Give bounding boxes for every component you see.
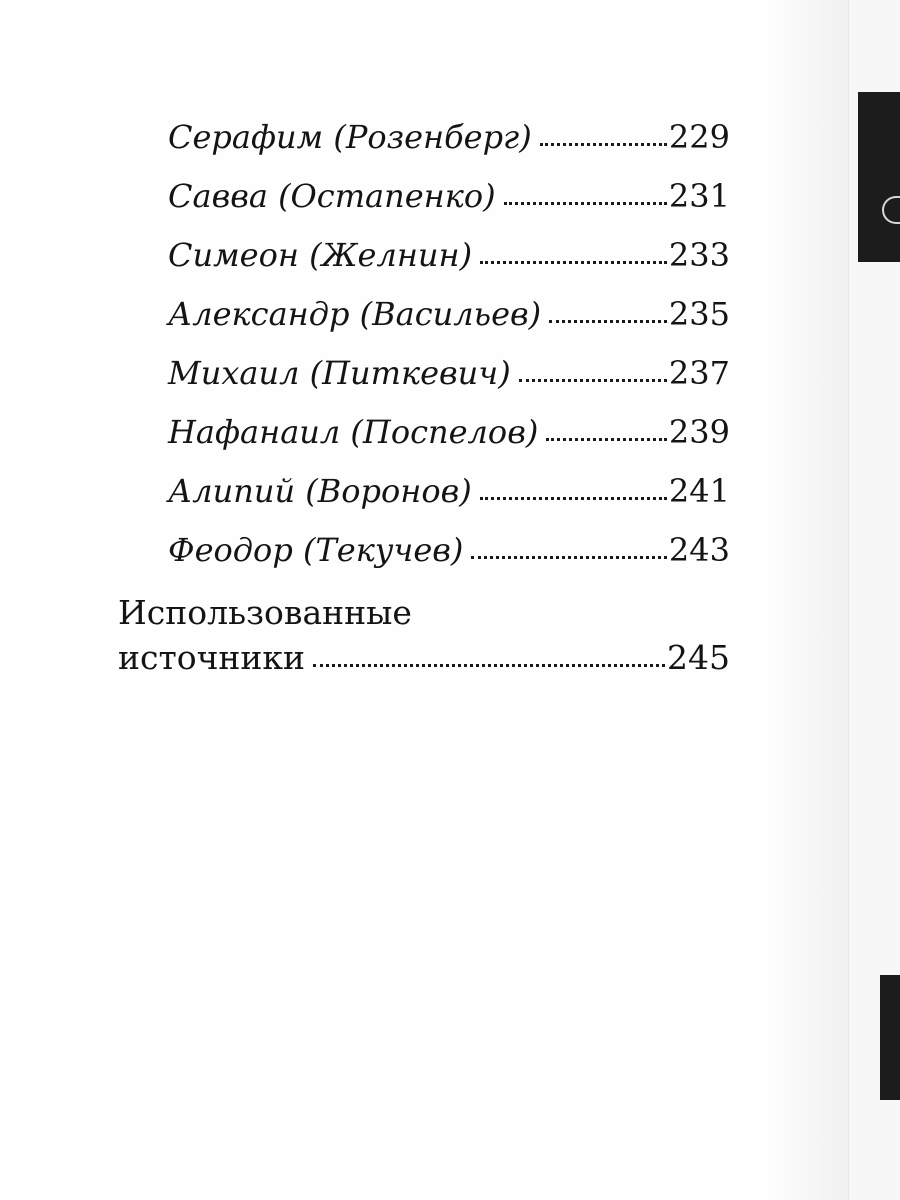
dot-leader	[540, 139, 667, 146]
gutter-shadow	[770, 0, 850, 1200]
toc-main-entry-title-line2: источники	[118, 638, 306, 677]
dot-leader	[549, 316, 667, 323]
section-tab-bottom	[880, 975, 900, 1100]
toc-main-entry	[118, 592, 730, 682]
dot-leader	[313, 660, 665, 667]
toc-entry-title: Алипий (Воронов)	[168, 472, 472, 510]
toc-entry-page: 231	[668, 177, 730, 215]
toc-entry-page: 241	[668, 472, 730, 510]
toc-main-entry-row	[118, 634, 730, 682]
toc-entry-title: Михаил (Питкевич)	[168, 354, 511, 392]
dot-leader	[480, 493, 667, 500]
toc-entry-page: 243	[668, 531, 730, 569]
toc-entry-page: 239	[668, 413, 730, 451]
toc-entry	[118, 167, 730, 226]
toc-entry-page: 237	[668, 354, 730, 392]
toc-entry-title: Александр (Васильев)	[168, 295, 542, 333]
toc-entry-title: Серафим (Розенберг)	[168, 118, 532, 156]
toc-entry-page: 233	[668, 236, 730, 274]
toc-entry	[118, 108, 730, 167]
table-of-contents	[118, 108, 730, 682]
toc-entry	[118, 462, 730, 521]
toc-entry	[118, 226, 730, 285]
toc-entry-page: 229	[668, 118, 730, 156]
toc-main-entry-title-line1: Использованные	[118, 593, 412, 632]
toc-entry-title: Феодор (Текучев)	[168, 531, 464, 569]
dot-leader	[480, 257, 667, 264]
dot-leader	[519, 375, 667, 382]
dot-leader	[504, 198, 667, 205]
toc-entry	[118, 403, 730, 462]
toc-entry	[118, 344, 730, 403]
dot-leader	[546, 434, 667, 441]
toc-entry-title: Савва (Остапенко)	[168, 177, 496, 215]
dot-leader	[471, 552, 667, 559]
section-tab-top	[858, 92, 900, 262]
toc-entry-title: Нафанаил (Поспелов)	[168, 413, 539, 451]
toc-entry	[118, 521, 730, 580]
toc-main-entry-page: 245	[667, 638, 730, 677]
toc-entry-title: Симеон (Желнин)	[168, 236, 473, 274]
toc-entry	[118, 285, 730, 344]
toc-entry-page: 235	[668, 295, 730, 333]
